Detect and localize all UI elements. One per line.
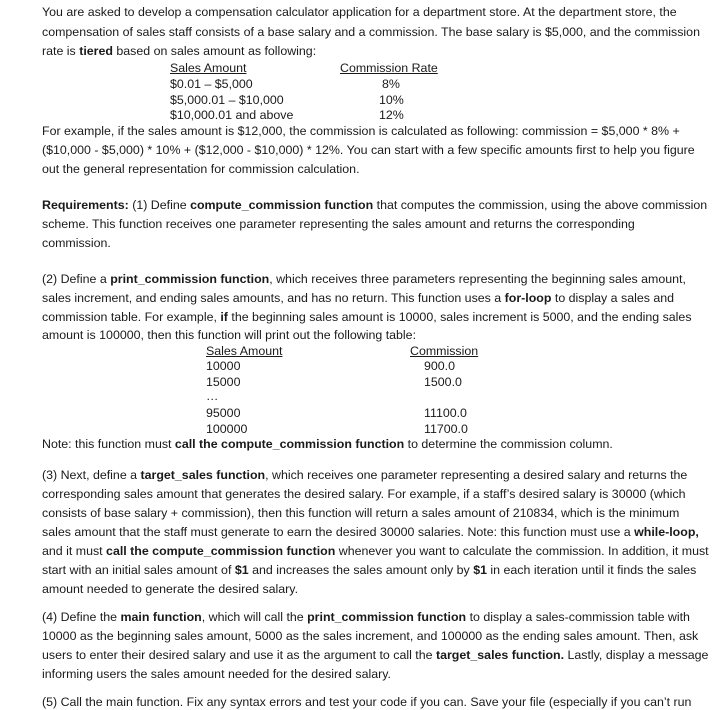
req3-line-2: corresponding sales amount that generates the desired salary. For example, if a staff’s desired salary is 30000 (which xyxy=(42,487,686,501)
req3-line-6 xyxy=(42,562,696,578)
intro-line-2 xyxy=(42,24,700,40)
req2-for-loop: for-loop xyxy=(504,291,552,305)
req1-text-d: that computes the commission, using the above commission xyxy=(373,198,708,212)
req1-text-b: (1) Define xyxy=(128,198,191,212)
req3-line-4 xyxy=(42,524,699,540)
intro-line-3 xyxy=(42,43,316,59)
requirements-label: Requirements: xyxy=(42,198,129,212)
req4-text-1a: (4) Define the xyxy=(42,610,121,624)
req2-line-2 xyxy=(42,290,674,306)
req2-text-1c: , which receives three parameters representing the beginning sales amount, xyxy=(269,272,686,286)
note-text-c: to determine the commission column. xyxy=(404,437,613,451)
req1-line-1 xyxy=(42,197,707,213)
sample-ellipsis: … xyxy=(206,389,219,403)
tier-row-1-rate: 8% xyxy=(382,77,400,91)
intro-tiered-bold: tiered xyxy=(79,44,113,58)
req2-line-4: amount is 100000, then this function will print out the following table: xyxy=(42,328,417,342)
req2-text-2c: to display a sales and xyxy=(551,291,675,305)
sample-row-3-amount: 95000 xyxy=(206,406,241,420)
req4-line-3 xyxy=(42,647,708,663)
req3-line-5 xyxy=(42,543,709,559)
sample-header-commission: Commission xyxy=(410,344,479,358)
req2-func-name: print_commission function xyxy=(110,272,270,286)
intro-text-3c: based on sales amount as following: xyxy=(112,44,317,58)
req3-increment-amount: $1 xyxy=(473,563,487,577)
req4-text-3a: users to enter their desired salary and use it as the argument to call the xyxy=(42,648,436,662)
req1-line-2: scheme. This function receives one parameter representing the sales amount and returns the corresponding xyxy=(42,217,635,231)
req4-line-1 xyxy=(42,609,690,625)
req4-line-2: 10000 as the beginning sales amount, 5000 as the sales increment, and 100000 as the ending sales amount. Then, ask xyxy=(42,629,699,643)
req2-if-bold: if xyxy=(220,310,228,324)
sample-row-1-commission: 900.0 xyxy=(424,359,456,373)
req1-line-3: commission. xyxy=(42,236,111,250)
sample-row-1-amount: 10000 xyxy=(206,359,241,373)
req3-func-name: target_sales function xyxy=(140,468,266,482)
tier-row-1-amount: $0.01 – $5,000 xyxy=(170,77,253,91)
sample-row-4-commission: 11700.0 xyxy=(424,422,468,436)
tier-header-amount: Sales Amount xyxy=(170,61,247,75)
req3-call-bold: call the compute_commission function xyxy=(106,544,336,558)
tier-row-2-rate: 10% xyxy=(379,93,404,107)
note-call-bold: call the compute_commission function xyxy=(174,437,405,451)
req3-text-1c: , which receives one parameter representing a desired salary and returns the xyxy=(265,468,688,482)
req4-print-func: print_commission function xyxy=(307,610,467,624)
req2-text-1a: (2) Define a xyxy=(42,272,111,286)
intro-text-3a: rate is xyxy=(42,44,80,58)
req3-text-6a: start with an initial sales amount of xyxy=(42,563,235,577)
req4-target-func: target_sales function. xyxy=(435,648,565,662)
req3-text-4a: sales amount that the staff must generate to earn the desired 30000 salaries. Note: this function must use a xyxy=(42,525,635,539)
sample-row-4-amount: 100000 xyxy=(206,422,248,436)
example-line-3: out the general representation for commission calculation. xyxy=(42,162,360,176)
req5-line-1: (5) Call the main function. Fix any syntax errors and test your code if you can. Save your file (especially if you can’t run xyxy=(42,695,692,709)
note-text-a: Note: this function must xyxy=(42,437,175,451)
req4-text-1c: , which will call the xyxy=(201,610,308,624)
req3-text-5a: and it must xyxy=(42,544,107,558)
req3-text-6e: in each iteration until it finds the sales xyxy=(486,563,697,577)
note-line xyxy=(42,436,613,452)
intro-text-2: compensation of sales staff consists of a base salary and a commission. The base salary is $5,000, and the commission xyxy=(42,25,700,39)
req4-text-3c: Lastly, display a message xyxy=(564,648,709,662)
req2-text-2a: sales increment, and ending sales amounts, and has no return. This function uses a xyxy=(42,291,505,305)
tier-row-2-amount: $5,000.01 – $10,000 xyxy=(170,93,284,107)
req3-line-1 xyxy=(42,467,687,483)
req2-line-1 xyxy=(42,271,686,287)
req3-text-5c: whenever you want to calculate the commission. In addition, it must xyxy=(335,544,709,558)
req2-text-3: commission table. For example, xyxy=(42,310,221,324)
req3-initial-amount: $1 xyxy=(234,563,249,577)
example-line-1: For example, if the sales amount is $12,000, the commission is calculated as following: commission = $5,000 * 8% + xyxy=(42,124,680,138)
sample-row-3-commission: 11100.0 xyxy=(424,406,467,420)
intro-text-1: You are asked to develop a compensation calculator application for a department store. At the department store, the xyxy=(42,5,677,19)
req2-line-3 xyxy=(42,309,692,325)
req3-text-1a: (3) Next, define a xyxy=(42,468,141,482)
req3-text-6c: and increases the sales amount only by xyxy=(248,563,474,577)
req1-func-name: compute_commission function xyxy=(190,198,374,212)
intro-line-1 xyxy=(42,4,677,20)
req4-main-func: main function xyxy=(120,610,202,624)
req2-text-3c: the beginning sales amount is 10000, sales increment is 5000, and the ending sales xyxy=(227,310,692,324)
req3-while-loop: while-loop, xyxy=(634,525,699,539)
sample-row-2-commission: 1500.0 xyxy=(424,375,462,389)
sample-header-amount: Sales Amount xyxy=(206,344,283,358)
tier-header-rate: Commission Rate xyxy=(340,61,438,75)
req3-line-3: consists of base salary + commission), then this function will return a sales amount of 210834, which is the minimum xyxy=(42,506,680,520)
req3-line-7: amount needed to generate the desired salary. xyxy=(42,582,299,596)
tier-row-3-amount: $10,000.01 and above xyxy=(170,108,294,122)
req4-text-1e: to display a sales-commission table with xyxy=(466,610,690,624)
req4-line-4: informing users the sales amount needed for the desired salary. xyxy=(42,667,391,681)
example-line-2: ($10,000 - $5,000) * 10% + ($12,000 - $10,000) * 12%. You can start with a few specific amounts first to help you figure xyxy=(42,143,695,157)
sample-row-2-amount: 15000 xyxy=(206,375,241,389)
tier-row-3-rate: 12% xyxy=(379,108,404,122)
